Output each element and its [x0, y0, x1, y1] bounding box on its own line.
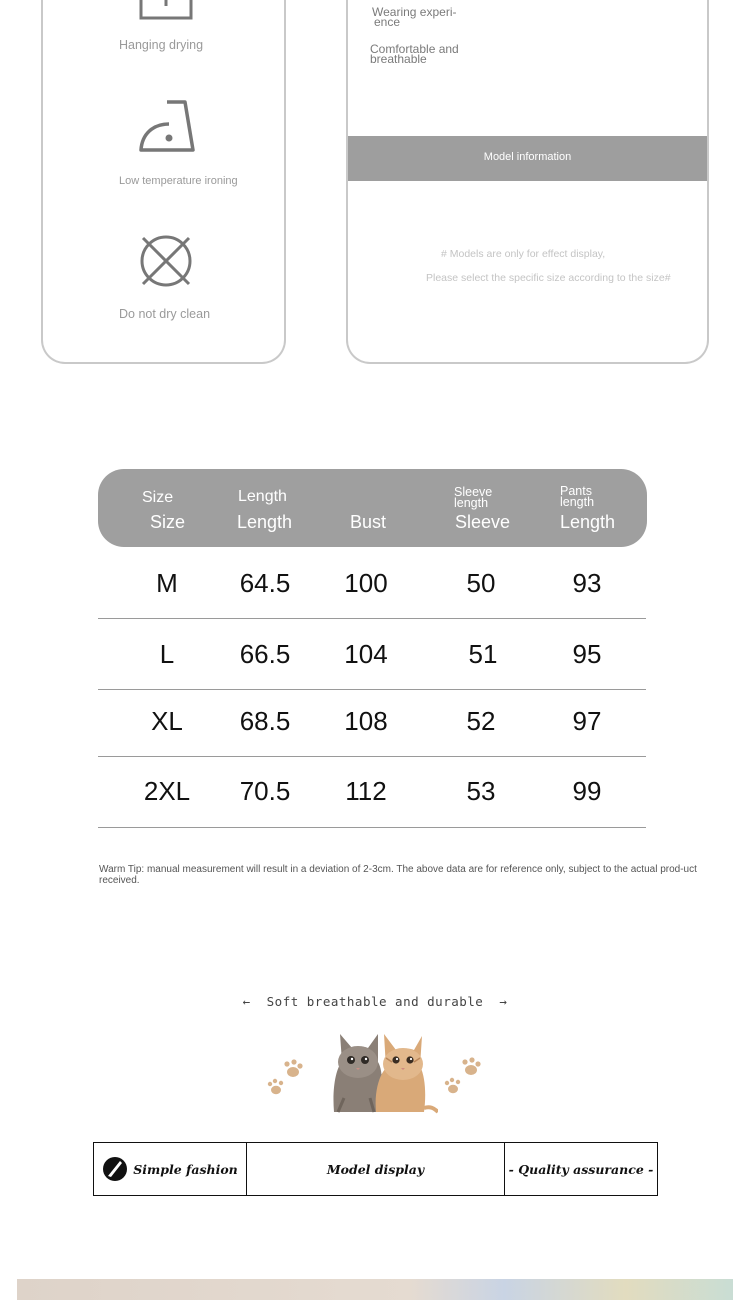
cats-illustration-icon: [326, 1028, 438, 1114]
cell-sleeve: 52: [466, 706, 496, 736]
model-note-size-advice: Please select the specific size according to the size#: [426, 272, 671, 284]
care-label-hanging-drying: Hanging drying: [119, 38, 204, 52]
size-row-l: [98, 619, 646, 690]
care-label-low-temp-ironing: Low temperature ironing: [119, 175, 238, 187]
header-length-top: Length: [238, 488, 287, 505]
cell-sleeve: 50: [466, 568, 496, 598]
cell-bust: 108: [344, 706, 388, 736]
cell-sleeve: 53: [466, 776, 496, 806]
cell-size: M: [156, 568, 178, 598]
header-length: Length: [237, 512, 293, 532]
model-information-bar: Model information: [348, 136, 707, 181]
cell-size: L: [159, 639, 175, 669]
tab-model-display[interactable]: Model display: [326, 1161, 425, 1177]
cell-bust: 100: [344, 568, 388, 598]
cell-length: 66.5: [239, 639, 291, 669]
cell-pants-length: 99: [572, 776, 602, 806]
header-sleeve: Sleeve: [455, 512, 511, 532]
cell-pants-length: 93: [572, 568, 602, 598]
iron-low-temp-icon: [139, 98, 197, 156]
no-dry-clean-icon: [139, 234, 193, 288]
cell-length: 70.5: [239, 776, 291, 806]
size-row-xl: [98, 690, 646, 757]
care-label-no-dry-clean: Do not dry clean: [119, 307, 211, 321]
header-pants-length: Length: [560, 512, 616, 532]
product-detail-panel: [346, 0, 709, 364]
section-tab-strip: [93, 1142, 658, 1196]
header-sleeve-top: Sleeve length: [454, 485, 493, 510]
hanging-dry-icon: [139, 0, 195, 20]
model-note-effect-display: # Models are only for effect display,: [441, 248, 606, 260]
paw-prints-right-icon: [442, 1056, 484, 1100]
cell-size: 2XL: [143, 776, 191, 806]
cell-sleeve: 51: [468, 639, 498, 669]
product-photo-strip: [17, 1279, 733, 1300]
cell-length: 64.5: [239, 568, 291, 598]
care-instructions-panel: [41, 0, 286, 364]
header-size-top: Size: [142, 489, 174, 506]
paw-prints-left-icon: [266, 1058, 308, 1100]
right-arrow-icon: →: [499, 994, 508, 1009]
header-bust: Bust: [350, 512, 387, 532]
warm-tip-note: Warm Tip: manual measurement will result in a deviation of 2-3cm. The above data are for reference only, subject to the actual prod-uct received.: [99, 864, 697, 886]
tab-quality-assurance[interactable]: - Quality assurance -: [508, 1161, 654, 1177]
slogan-line: [0, 994, 750, 1009]
feature-wearing-experience: Wearing experi- ence: [372, 5, 457, 29]
cell-length: 68.5: [239, 706, 291, 736]
size-table-header: [98, 469, 647, 547]
brand-logo-icon: [102, 1156, 128, 1182]
left-arrow-icon: ←: [242, 994, 251, 1009]
cell-size: XL: [151, 706, 183, 736]
tab-simple-fashion[interactable]: Simple fashion: [94, 1143, 246, 1195]
feature-comfortable-breathable: Comfortable and breathable: [370, 42, 459, 66]
slogan-text: Soft breathable and durable: [266, 994, 484, 1009]
size-row-2xl: [98, 757, 646, 828]
header-size: Size: [150, 512, 186, 532]
size-row-m: [98, 548, 646, 619]
header-pants-top: Pants length: [560, 484, 595, 509]
cell-pants-length: 97: [572, 706, 602, 736]
cell-pants-length: 95: [572, 639, 602, 669]
cell-bust: 112: [345, 776, 387, 806]
cell-bust: 104: [344, 639, 388, 669]
